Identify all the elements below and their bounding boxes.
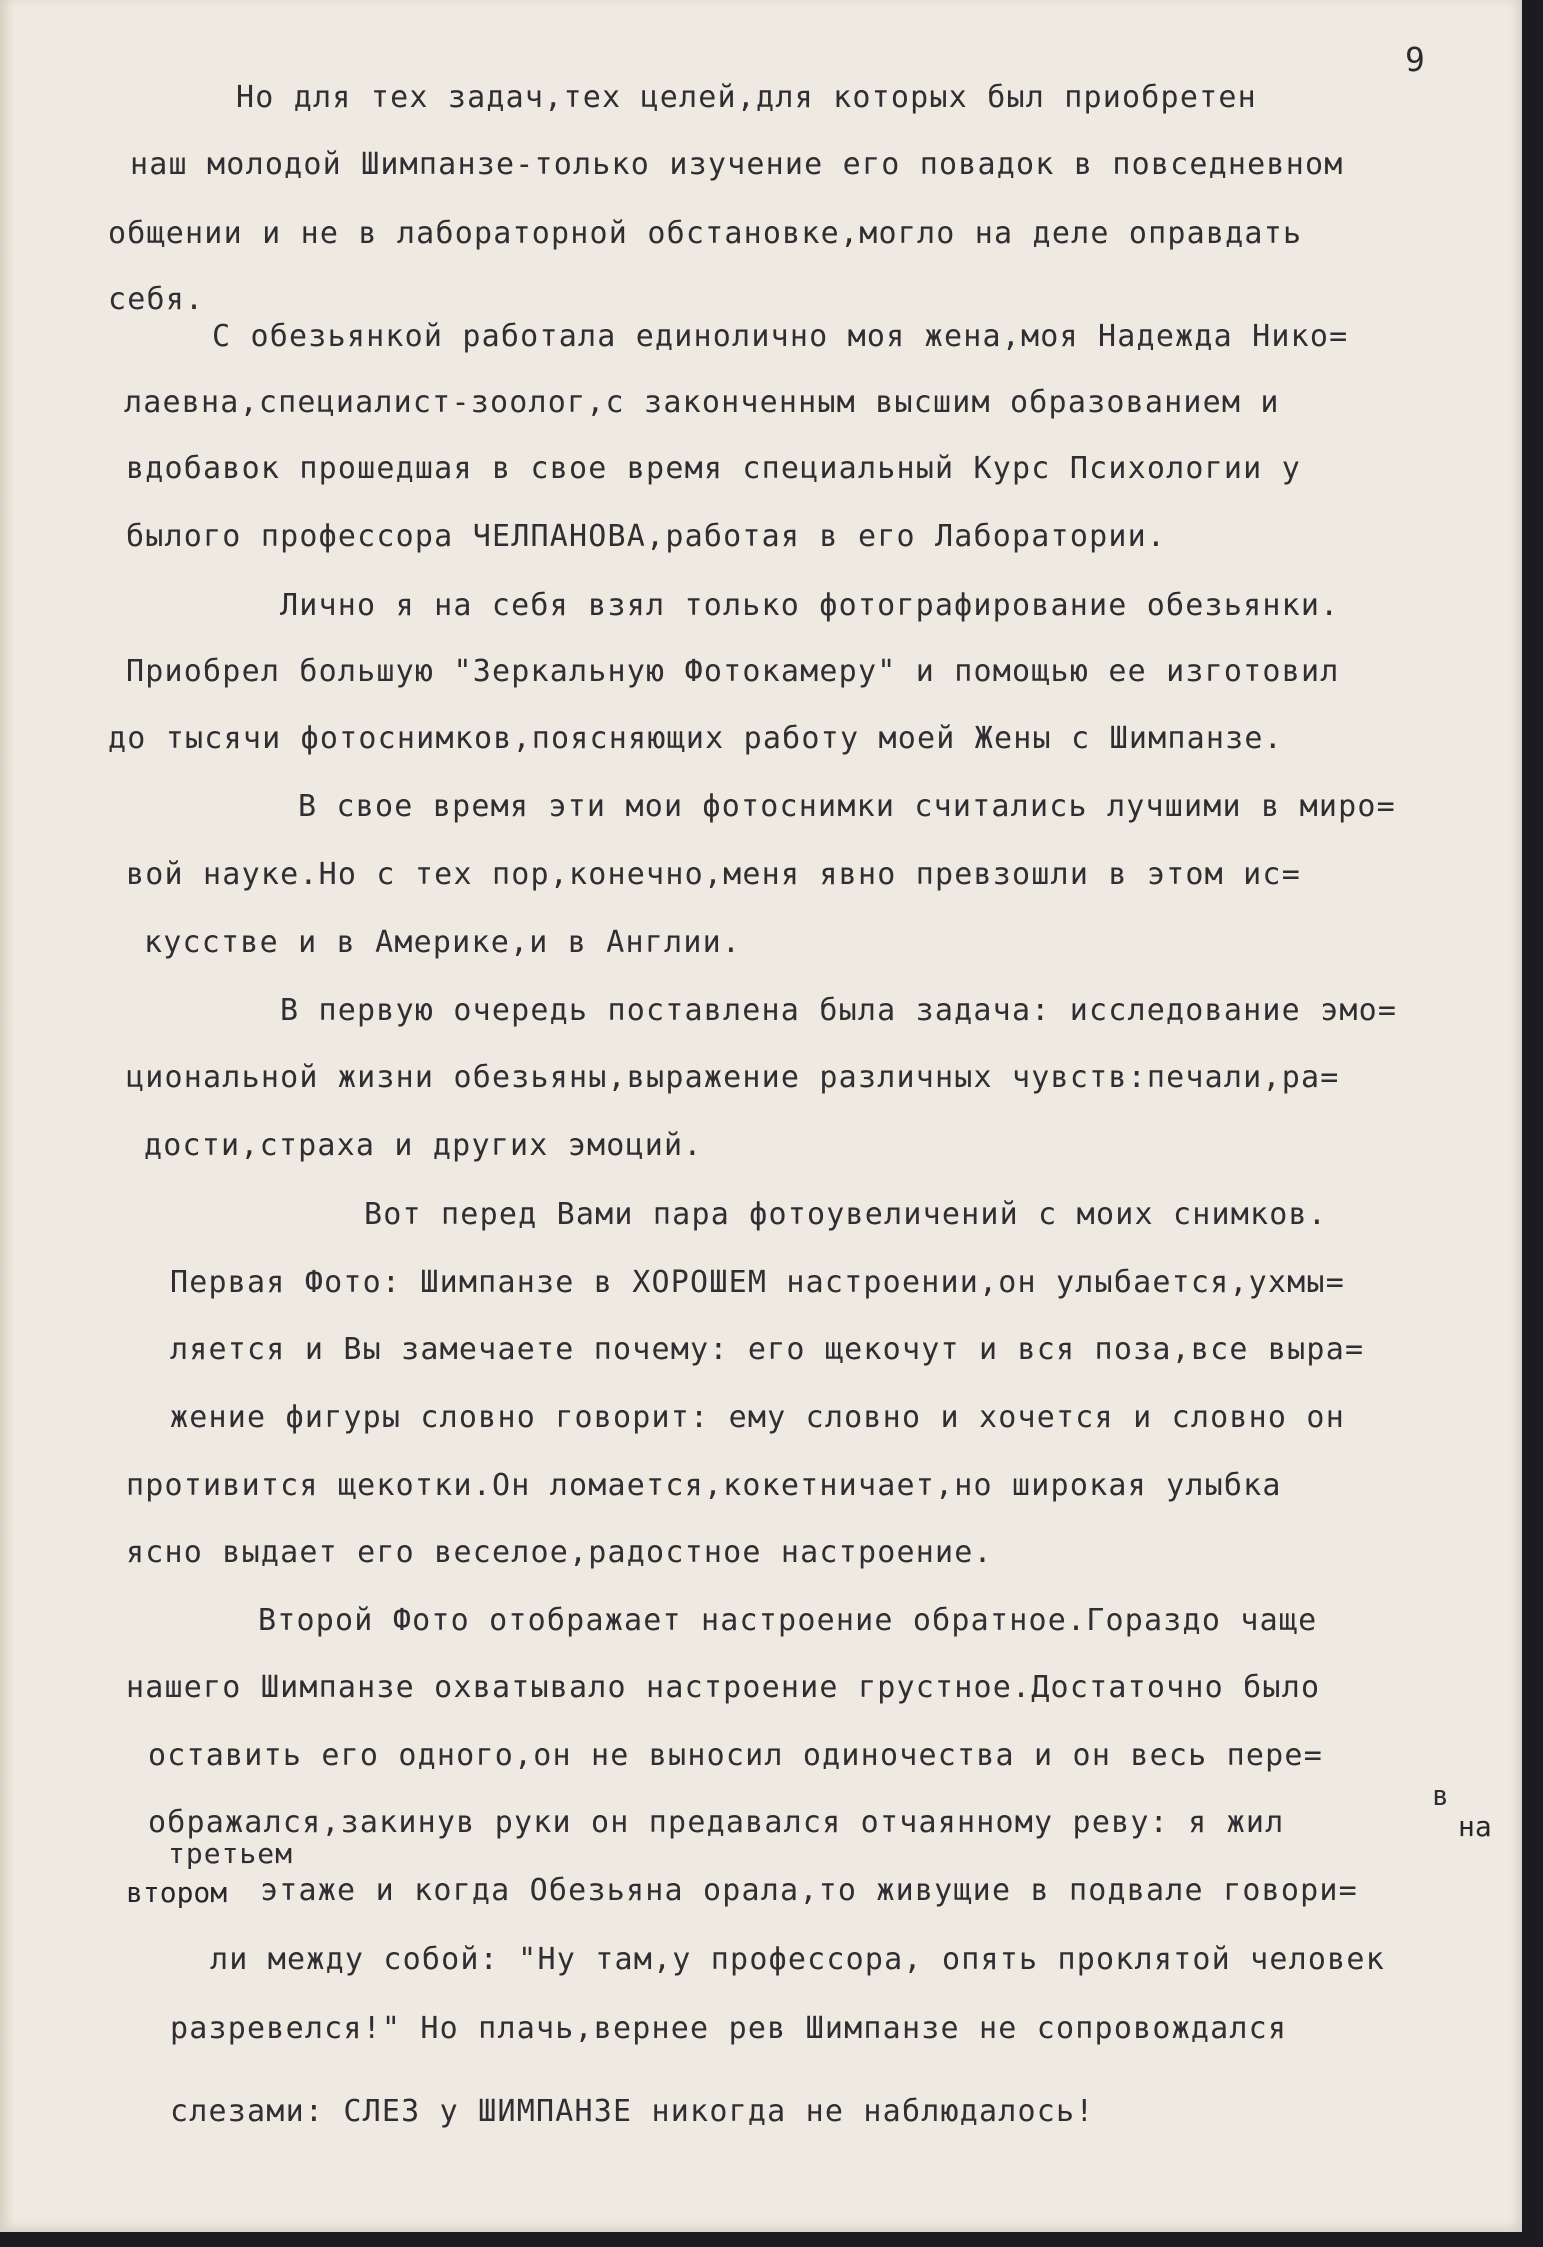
text-line-19: Первая Фото: Шимпанзе в ХОРОШЕМ настроении,он улыбается,ухмы= — [170, 1265, 1345, 1300]
text-line-14: кусстве и в Америке,и в Англии. — [144, 925, 742, 960]
text-line-27: ображался,закинув руки он предавался отчаянному реву: я жил — [148, 1805, 1285, 1840]
page-left-edge — [0, 0, 14, 2232]
scan-border-right — [1522, 0, 1543, 2247]
text-line-16: циональной жизни обезьяны,выражение различных чувств:печали,ра= — [126, 1060, 1340, 1095]
text-line-4: себя. — [108, 282, 205, 317]
text-line-20: ляется и Вы замечаете почему: его щекочут и вся поза,все выра= — [170, 1332, 1365, 1367]
text-line-12: В свое время эти мои фотоснимки считались лучшими в миро= — [298, 789, 1396, 824]
page-number: 9 — [1405, 40, 1425, 79]
text-line-17: дости,страха и других эмоций. — [144, 1128, 703, 1163]
text-line-24: Второй Фото отображает настроение обратное.Гораздо чаще — [258, 1603, 1318, 1638]
text-line-7: вдобавок прошедшая в свое время специальный Курс Психологии у — [126, 451, 1301, 486]
text-line-2: наш молодой Шимпанзе-только изучение его повадок в повседневном — [130, 147, 1344, 182]
text-line-29: ли между собой: "Ну там,у профессора, опять проклятой человек — [210, 1942, 1385, 1977]
text-line-3: общении и не в лабораторной обстановке,могло на деле оправдать — [108, 216, 1303, 251]
text-line-1: Но для тех задач,тех целей,для которых был приобретен — [236, 80, 1257, 115]
text-line-9: Лично я на себя взял только фотографирование обезьянки. — [280, 588, 1340, 623]
struck-word-vtorom: втором — [126, 1876, 228, 1909]
scan-border-bottom — [0, 2232, 1543, 2247]
inserted-correction-tretyem: третьем — [168, 1837, 294, 1870]
text-line-26: оставить его одного,он не выносил одиночества и он весь пере= — [148, 1738, 1323, 1773]
text-line-15: В первую очередь поставлена была задача: исследование эмо= — [280, 993, 1398, 1028]
inserted-correction-v: в — [1432, 1779, 1450, 1812]
text-line-30: разревелся!" Но плачь,вернее рев Шимпанзе не сопровождался — [170, 2011, 1288, 2046]
text-line-8: былого профессора ЧЕЛПАНОВА,работая в его Лаборатории. — [126, 519, 1167, 554]
text-line-31: слезами: СЛЕЗ у ШИМПАНЗЕ никогда не наблюдалось! — [170, 2094, 1095, 2129]
text-line-13: вой науке.Но с тех пор,конечно,меня явно превзошли в этом ис= — [126, 857, 1301, 892]
text-line-6: лаевна,специалист-зоолог,с законченным высшим образованием и — [124, 385, 1280, 420]
text-line-10: Приобрел большую "Зеркальную Фотокамеру" и помощью ее изготовил — [126, 654, 1340, 689]
text-line-23: ясно выдает его веселое,радостное настроение. — [126, 1535, 993, 1570]
text-line-21: жение фигуры словно говорит: ему словно и хочется и словно он — [170, 1400, 1345, 1435]
text-line-25: нашего Шимпанзе охватывало настроение грустное.Достаточно было — [126, 1670, 1321, 1705]
struck-word-na: на — [1458, 1810, 1492, 1843]
text-line-22: противится щекотки.Он ломается,кокетничает,но широкая улыбка — [126, 1468, 1282, 1503]
text-line-28: этаже и когда Обезьяна орала,то живущие в подвале говори= — [260, 1873, 1358, 1908]
text-line-11: до тысячи фотоснимков,поясняющих работу моей Жены с Шимпанзе. — [108, 721, 1283, 756]
text-line-18: Вот перед Вами пара фотоувеличений с моих снимков. — [364, 1197, 1328, 1232]
text-line-5: С обезьянкой работала единолично моя жена,моя Надежда Нико= — [212, 319, 1349, 354]
